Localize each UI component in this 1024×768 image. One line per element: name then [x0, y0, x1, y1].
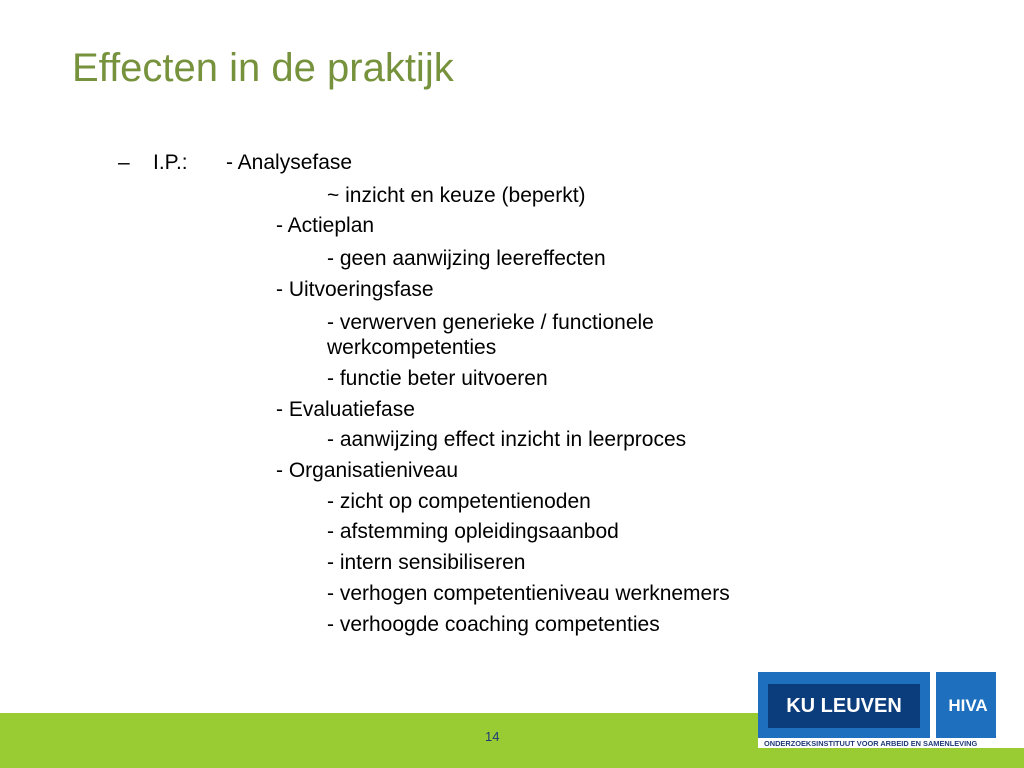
line-uitvoeringsfase: - Uitvoeringsfase: [276, 278, 434, 301]
bullet-dash: –: [118, 151, 130, 174]
ku-leuven-logo-text: KU LEUVEN: [768, 684, 920, 728]
hiva-logo: [936, 672, 996, 738]
line-evaluatiefase: - Evaluatiefase: [276, 398, 415, 421]
ip-label: I.P.:: [153, 151, 188, 174]
line-aanwijzing-effect: - aanwijzing effect inzicht in leerproces: [327, 428, 687, 451]
ku-leuven-logo: [758, 672, 930, 738]
line-actieplan: - Actieplan: [276, 214, 375, 237]
line-verwerven: - verwerven generieke / functionele: [327, 311, 654, 334]
line-functie-beter: - functie beter uitvoeren: [327, 367, 548, 390]
institute-text: ONDERZOEKSINSTITUUT VOOR ARBEID EN SAMENLEVING: [764, 739, 978, 748]
logo-area: [758, 672, 1024, 748]
line-werkcompetenties: werkcompetenties: [327, 336, 497, 359]
line-organisatieniveau: - Organisatieniveau: [276, 459, 459, 482]
line-verhoogde: - verhoogde coaching competenties: [327, 613, 660, 636]
hiva-logo-text: HIVA: [948, 696, 988, 715]
line-intern: - intern sensibiliseren: [327, 551, 526, 574]
line-afstemming: - afstemming opleidingsaanbod: [327, 520, 619, 543]
line-inzicht-keuze: ~ inzicht en keuze (beperkt): [327, 184, 586, 207]
slide-title: Effecten in de praktijk: [72, 46, 454, 90]
line-verhogen: - verhogen competentieniveau werknemers: [327, 582, 730, 605]
line-zicht-op: - zicht op competentienoden: [327, 490, 591, 513]
line-analysefase: - Analysefase: [226, 151, 353, 174]
page-number: 14: [485, 729, 500, 744]
line-geen-aanwijzing: - geen aanwijzing leereffecten: [327, 247, 606, 270]
